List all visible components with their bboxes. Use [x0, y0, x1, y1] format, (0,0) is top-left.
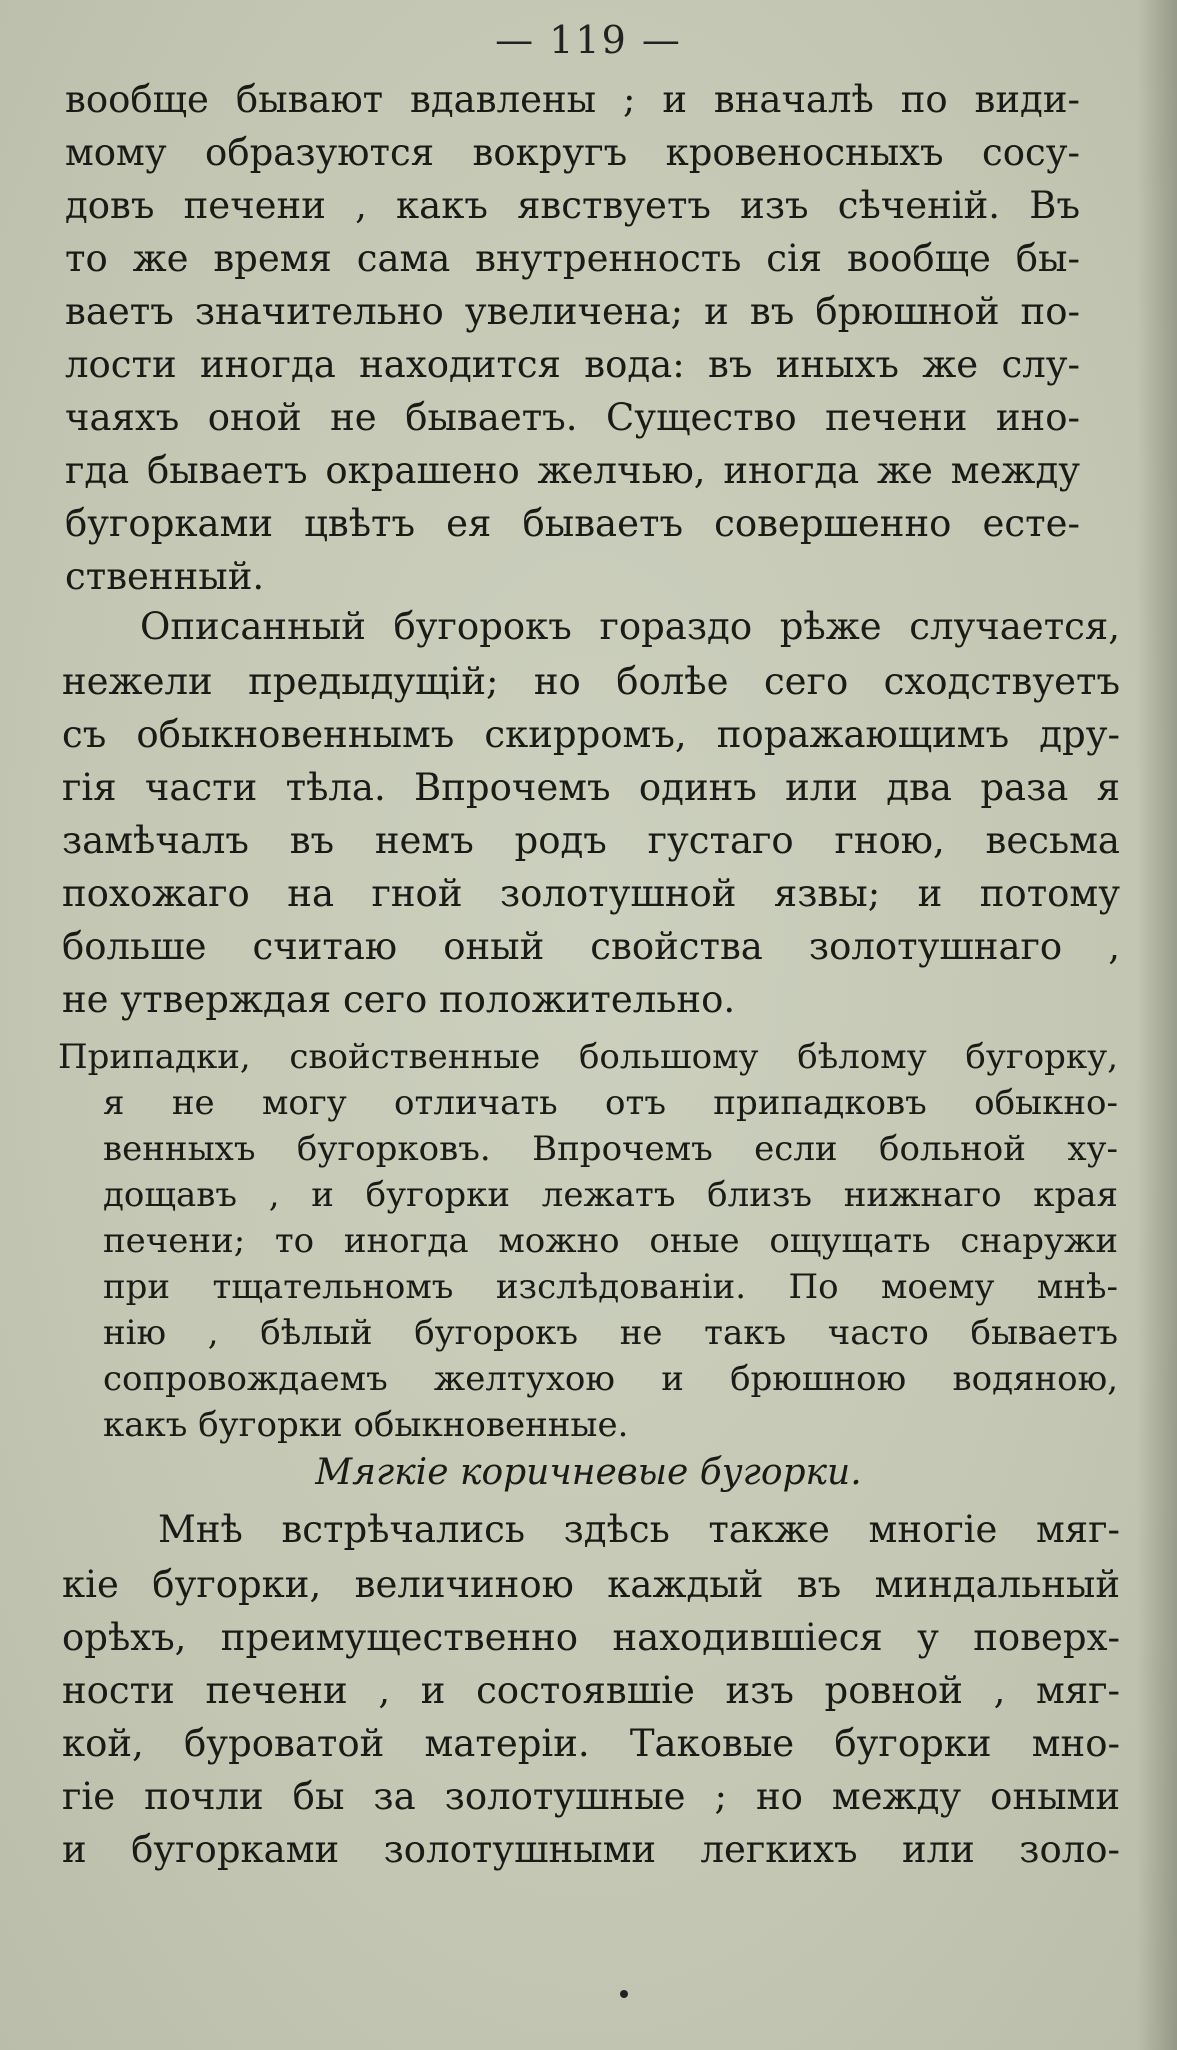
- text-line: бугорками цвѣтъ ея бываетъ совершенно есте-: [65, 502, 1080, 545]
- ink-speck: [620, 1990, 628, 1998]
- text-line: чаяхъ оной не бываетъ. Существо печени ино-: [65, 396, 1080, 439]
- text-line: гія части тѣла. Впрочемъ одинъ или два раза я: [62, 766, 1120, 809]
- text-line: Мнѣ встрѣчались здѣсь также многіе мяг-: [158, 1508, 1120, 1551]
- text-line: Описанный бугорокъ гораздо рѣже случается,: [140, 605, 1120, 648]
- section-heading: Мягкіе коричневые бугорки.: [315, 1452, 862, 1493]
- text-line: вообще бывают вдавлены ; и вначалѣ по види-: [65, 78, 1080, 121]
- text-line: гіе почли бы за золотушные ; но между оными: [62, 1775, 1120, 1818]
- text-line: орѣхъ, преимущественно находившіеся у поверх-: [62, 1616, 1120, 1659]
- text-line: кіе бугорки, величиною каждый въ миндальный: [62, 1563, 1120, 1606]
- text-line: венныхъ бугорковъ. Впрочемъ если больной ху-: [103, 1129, 1118, 1169]
- text-line: замѣчалъ въ немъ родъ густаго гною, весьма: [62, 819, 1120, 862]
- text-line: я не могу отличать отъ припадковъ обыкно-: [103, 1083, 1118, 1123]
- text-line: и бугорками золотушными легкихъ или золо-: [62, 1828, 1120, 1871]
- text-line: при тщательномъ изслѣдованіи. По моему мнѣ-: [103, 1267, 1118, 1307]
- text-line: съ обыкновеннымъ скирромъ, поражающимъ дру-: [62, 713, 1120, 756]
- text-line: ности печени , и состоявшіе изъ ровной , мяг-: [62, 1669, 1120, 1712]
- text-line: то же время сама внутренность сія вообще бы-: [65, 237, 1080, 280]
- text-line: мому образуются вокругъ кровеносныхъ сосу-: [65, 131, 1080, 174]
- text-line: не утверждая сего положительно.: [62, 978, 736, 1021]
- page-number: — 119 —: [495, 18, 682, 62]
- text-line: лости иногда находится вода: въ иныхъ же слу-: [65, 343, 1080, 386]
- text-line: ственный.: [65, 555, 265, 598]
- text-line: нежели предыдущій; но болѣе сего сходствуетъ: [62, 660, 1120, 703]
- text-line: какъ бугорки обыкновенные.: [103, 1405, 629, 1445]
- text-line: печени; то иногда можно оные ощущать снаружи: [103, 1221, 1118, 1261]
- text-line: похожаго на гной золотушной язвы; и потому: [62, 872, 1120, 915]
- text-line: довъ печени , какъ явствуетъ изъ сѣченій. Въ: [65, 184, 1080, 227]
- text-line: кой, буроватой матеріи. Таковые бугорки мно-: [62, 1722, 1120, 1765]
- text-line: ваетъ значительно увеличена; и въ брюшной по-: [65, 290, 1080, 333]
- text-line: Припадки, свойственные большому бѣлому бугорку,: [58, 1037, 1118, 1077]
- text-line: дощавъ , и бугорки лежатъ близъ нижнаго края: [103, 1175, 1118, 1215]
- text-line: больше считаю оный свойства золотушнаго ,: [62, 925, 1120, 968]
- text-line: гда бываетъ окрашено желчью, иногда же между: [65, 449, 1080, 492]
- text-line: нію , бѣлый бугорокъ не такъ часто бываетъ: [103, 1313, 1118, 1353]
- text-line: сопровождаемъ желтухою и брюшною водяною,: [103, 1359, 1118, 1399]
- page-edge-shadow: [1137, 0, 1177, 2050]
